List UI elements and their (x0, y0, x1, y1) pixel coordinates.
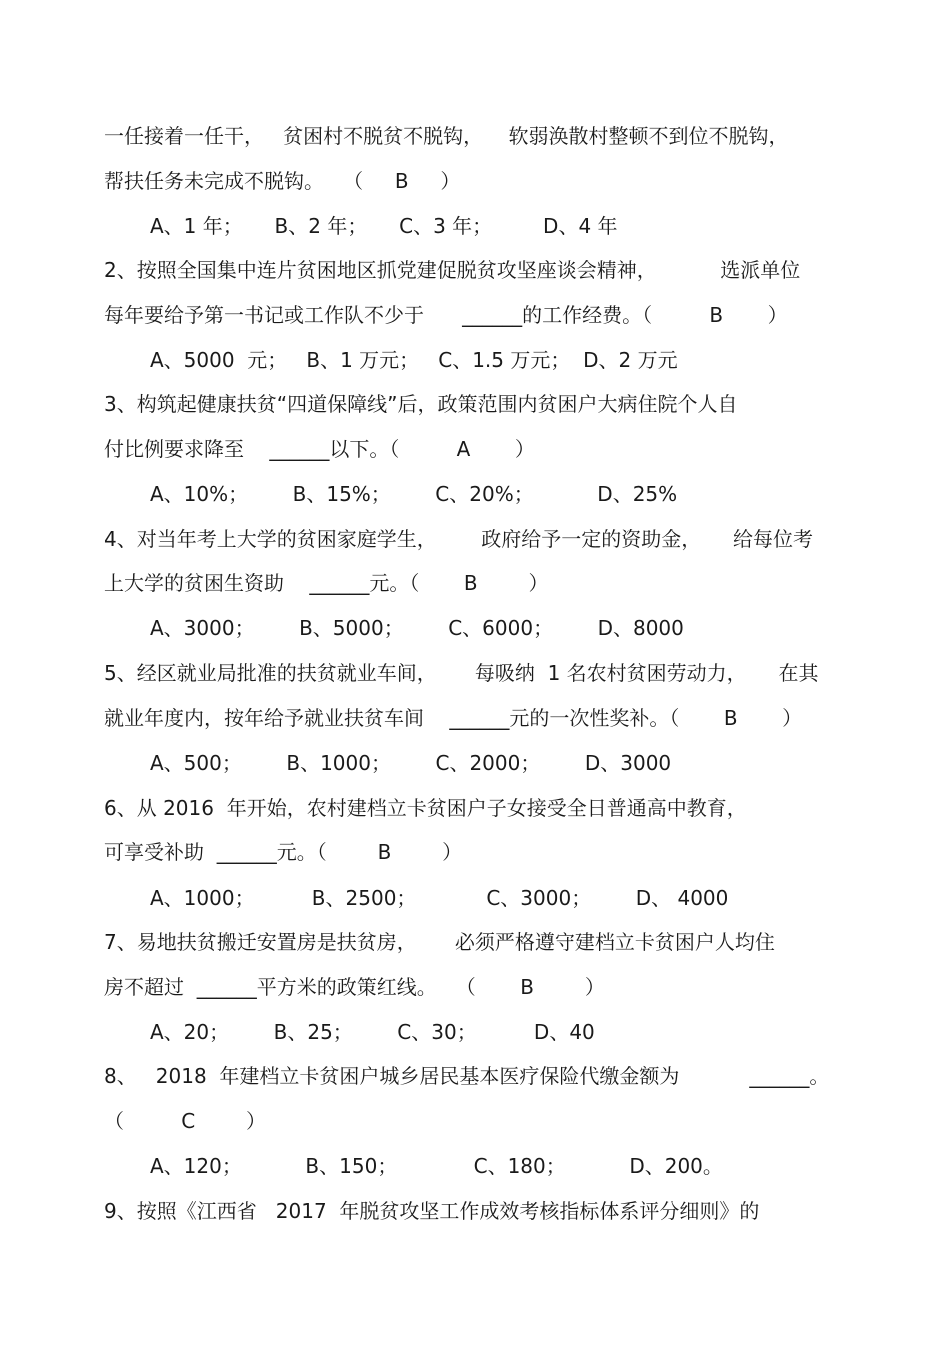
q8-options: A、120； B、150； C、180； D、200。 (150, 1154, 723, 1178)
q6-text-line-1: 6、从 2016 年开始，农村建档立卡贫困户子女接受全日普通高中教育， (104, 796, 747, 820)
q5-options: A、500； B、1000； C、2000； D、3000 (150, 751, 672, 775)
q2-text-line-1: 2、按照全国集中连片贫困地区抓党建促脱贫攻坚座谈会精神， 选派单位 (104, 258, 801, 282)
q3-options: A、10%； B、15%； C、20%； D、25% (150, 482, 678, 506)
q3-text-line-1: 3、构筑起健康扶贫“四道保障线”后，政策范围内贫困户大病住院个人自 (104, 392, 738, 416)
q7-options: A、20； B、25； C、30； D、40 (150, 1020, 595, 1044)
q2-text-line-2: 每年要给予第一书记或工作队不少于 ______的工作经费。（ B ） (104, 303, 788, 327)
q5-text-line-2: 就业年度内，按年给予就业扶贫车间 ______元的一次性奖补。（ B ） (104, 706, 803, 730)
q7-text-line-2: 房不超过 ______平方米的政策红线。 （ B ） (104, 975, 605, 999)
q4-text-line-1: 4、对当年考上大学的贫困家庭学生， 政府给予一定的资助金， 给每位考 (104, 527, 814, 551)
q4-options: A、3000； B、5000； C、6000； D、8000 (150, 616, 684, 640)
q3-text-line-2: 付比例要求降至 ______以下。（ A ） (104, 437, 535, 461)
q7-text-line-1: 7、易地扶贫搬迁安置房是扶贫房， 必须严格遵守建档立卡贫困户人均住 (104, 930, 775, 954)
q8-text-line-1: 8、 2018 年建档立卡贫困户城乡居民基本医疗保险代缴金额为 ______。 (104, 1064, 830, 1088)
q6-text-line-2: 可享受补助 ______元。（ B ） (104, 840, 463, 864)
q1-options: A、1 年； B、2 年； C、3 年； D、4 年 (150, 214, 618, 238)
q9-text-line-1: 9、按照《江西省 2017 年脱贫攻坚工作成效考核指标体系评分细则》的 (104, 1199, 760, 1223)
q5-text-line-1: 5、经区就业局批准的扶贫就业车间， 每吸纳 1 名农村贫困劳动力， 在其 (104, 661, 819, 685)
q8-text-line-2: （ C ） (104, 1109, 267, 1133)
q4-text-line-2: 上大学的贫困生资助 ______元。（ B ） (104, 571, 549, 595)
q1-text-line-2: 帮扶任务未完成不脱钩。 （ B ） (104, 169, 461, 193)
q2-options: A、5000 元； B、1 万元； C、1.5 万元； D、2 万元 (150, 348, 678, 372)
q1-text-line-1: 一任接着一任干， 贫困村不脱贫不脱钩， 软弱涣散村整顿不到位不脱钩， (104, 124, 789, 148)
q6-options: A、1000； B、2500； C、3000； D、 4000 (150, 886, 729, 910)
